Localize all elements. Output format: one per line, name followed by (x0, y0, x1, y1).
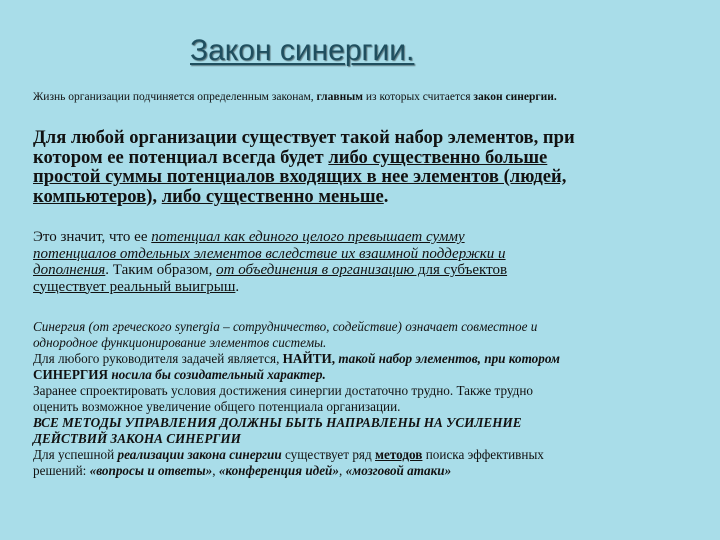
detail-line-10-text: решений: (33, 463, 90, 478)
intro-text: Жизнь организации подчиняется определенным законам, (33, 91, 317, 103)
expl-line-4 (33, 279, 713, 296)
main-statement (33, 128, 703, 206)
detail-line-7: ВСЕ МЕТОДЫ УПРАВЛЕНИЯ ДОЛЖНЫ БЫТЬ НАПРАВЛЕНЫ НА УСИЛЕНИЕ (33, 415, 522, 430)
detail-methods-word: методов (375, 447, 423, 462)
main-line-4 (33, 187, 703, 207)
detail-line-4-rest: носила бы созидательный характер. (108, 367, 326, 382)
intro-law-name: закон синергии. (473, 91, 557, 103)
detail-realization-phrase: реализации закона синергии (117, 447, 282, 462)
expl-line-1 (33, 229, 713, 246)
expl-complement-word: дополнения (33, 262, 106, 278)
detail-sep-1: , (212, 463, 219, 478)
expl-line-1-text: Это значит, что ее (33, 229, 152, 245)
detail-line-8: ДЕЙСТВИЙ ЗАКОНА СИНЕРГИИ (33, 431, 241, 446)
detail-find-word: НАЙТИ, (282, 351, 336, 366)
detail-line-5: Заранее спроектировать условия достижения синергии достаточно трудно. Также трудно (33, 383, 533, 398)
expl-subjects-text: для субъектов (414, 262, 508, 278)
detail-line-3-rest: такой набор элементов, при котором (335, 351, 560, 366)
explanation-paragraph (33, 229, 713, 295)
detail-line-10 (33, 463, 713, 479)
intro-paragraph (33, 90, 703, 104)
main-greater-phrase: либо существенно больше (328, 146, 548, 168)
detail-line-9-mid: существует ряд (281, 447, 376, 462)
method-brainstorm: «мозговой атаки» (345, 463, 452, 478)
expl-gain-phrase: существует реальный выигрыш (33, 278, 236, 295)
main-line-4-punct: ), (146, 185, 162, 207)
detail-line-2: однородное функционирование элементов системы. (33, 335, 327, 350)
main-line-2-text: котором ее потенциал всегда будет (33, 146, 329, 168)
detail-line-9 (33, 447, 713, 463)
detail-line-1: Синергия (от греческого synergia – сотрудничество, содействие) означает совместное и (33, 319, 538, 334)
method-conference: «конференция идей» (218, 463, 339, 478)
expl-line-3 (33, 262, 713, 279)
expl-union-phrase: от объединения в организацию (216, 262, 415, 278)
main-line-1: Для любой организации существует такой набор элементов, при (33, 127, 575, 148)
detail-sep-2: , (338, 463, 346, 478)
detail-line-3 (33, 351, 713, 367)
main-less-phrase: либо существенно меньше (161, 185, 384, 207)
details-paragraph (33, 319, 713, 479)
method-qa: «вопросы и ответы» (89, 463, 213, 478)
expl-potential-phrase: потенциал как единого целого превышает сумму (151, 229, 465, 245)
main-line-4-text: компьютеров (33, 185, 147, 207)
detail-synergy-word: СИНЕРГИЯ (33, 367, 109, 382)
expl-line-3-text: . Таким образом, (105, 262, 217, 278)
detail-line-3-text: Для любого руководителя задачей является, (33, 351, 283, 366)
detail-line-9-end: поиска эффективных (422, 447, 544, 462)
expl-line-4-end: . (235, 278, 240, 295)
intro-text-2: из которых считается (363, 91, 474, 103)
intro-main-word: главным (316, 91, 364, 103)
detail-line-4 (33, 367, 713, 383)
main-line-2 (33, 148, 703, 168)
slide-title: Закон синергии. (190, 34, 415, 67)
detail-line-9-text: Для успешной (33, 447, 118, 462)
main-line-3: простой суммы потенциалов входящих в нее элементов (людей, (33, 166, 567, 187)
main-line-4-end: . (383, 185, 389, 207)
expl-line-2: потенциалов отдельных элементов вследствие их взаимной поддержки и (33, 245, 506, 262)
detail-line-6: оценить возможное увеличение общего потенциала организации. (33, 399, 401, 414)
